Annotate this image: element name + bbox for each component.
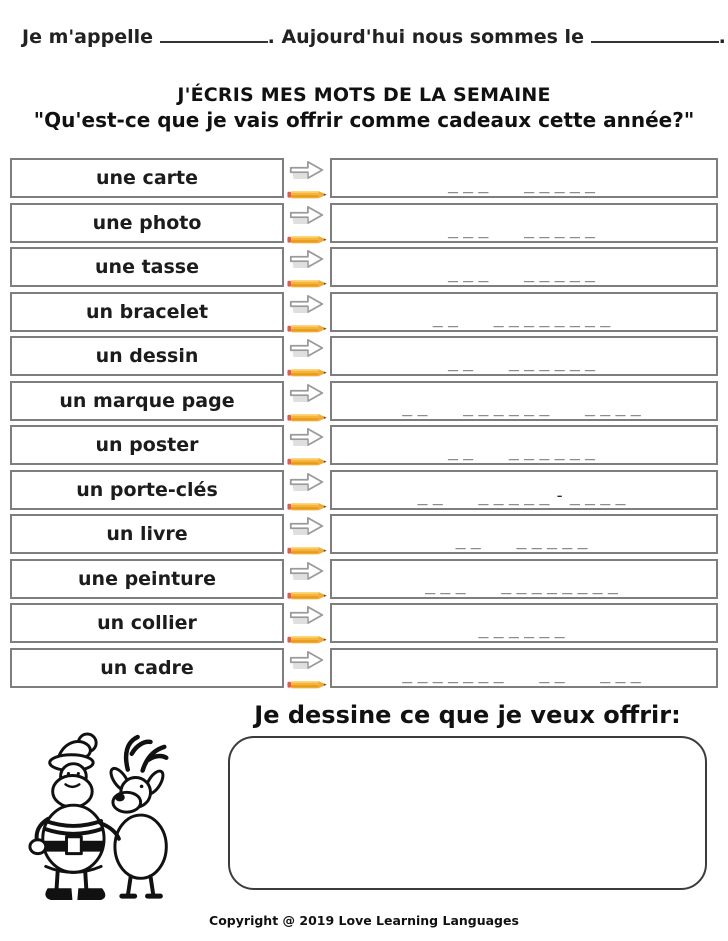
word-row [10,603,718,643]
answer-box[interactable] [330,559,718,599]
answer-blanks: ___ _____ [447,218,601,239]
pencil-icon [287,319,327,338]
word-box [10,381,284,421]
word-label: un poster [95,434,199,456]
pencil-icon [287,274,327,293]
name-blank-field[interactable] [160,28,268,43]
pencil-icon [287,675,327,694]
arrow-right-icon [289,471,325,497]
answer-box[interactable] [330,648,718,688]
word-box [10,559,284,599]
word-row [10,425,718,465]
row-icons [284,648,330,688]
arrow-right-icon [289,515,325,541]
word-row [10,158,718,198]
arrow-right-icon [289,204,325,230]
answer-blanks: __ ______ ____ [402,396,646,417]
arrow-right-icon [289,248,325,274]
word-box [10,514,284,554]
answer-blanks: ______ [478,619,570,639]
pencil-icon [287,586,327,605]
name-prompt-label: Je m'appelle [22,26,154,48]
answer-blanks: __ ______ [447,441,601,461]
pencil-icon [287,541,327,560]
row-icons [284,470,330,510]
word-label: un bracelet [85,300,209,323]
word-box [10,603,284,643]
word-row [10,292,718,332]
word-box [10,203,284,243]
pencil-icon [287,185,327,204]
pencil-icon [287,452,327,471]
arrow-right-icon [289,560,325,586]
answer-box[interactable] [330,247,718,287]
word-row [10,514,718,554]
row-icons [284,203,330,243]
answer-box[interactable] [330,470,718,510]
answer-blanks: _______ __ ___ [402,663,646,684]
pencil-icon [287,497,327,516]
word-label: une tasse [95,256,199,278]
row-icons [284,381,330,421]
draw-section-heading: Je dessine ce que je veux offrir: [254,701,681,729]
answer-blanks: ___ _____ [447,174,601,194]
answer-blanks: __ _____-____ [417,485,631,506]
arrow-right-icon [289,293,325,319]
page-title: J'ÉCRIS MES MOTS DE LA SEMAINE [177,84,551,106]
arrow-right-icon [289,649,325,675]
arrow-right-icon [289,382,325,408]
answer-box[interactable] [330,603,718,643]
answer-box[interactable] [330,158,718,198]
answer-box[interactable] [330,203,718,243]
pencil-icon [287,363,327,382]
pencil-icon [287,630,327,649]
copyright-line: Copyright @ 2019 Love Learning Languages [209,913,519,928]
word-rows [10,158,718,692]
word-box [10,158,284,198]
row-icons [284,336,330,376]
word-label: un livre [106,523,188,545]
word-row [10,648,718,688]
word-box [10,292,284,332]
word-box [10,425,284,465]
word-row [10,470,718,510]
word-label: une carte [96,167,198,189]
answer-box[interactable] [330,336,718,376]
answer-blanks: ___ ________ [424,574,624,595]
word-label: un dessin [95,345,199,367]
answer-box[interactable] [330,381,718,421]
word-box [10,470,284,510]
answer-box[interactable] [330,425,718,465]
row-icons [284,247,330,287]
word-row [10,247,718,287]
row-icons [284,514,330,554]
word-label: un porte-clés [76,478,218,501]
arrow-right-icon [289,426,325,452]
answer-blanks: __ _____ [455,530,593,550]
pencil-icon [287,408,327,427]
word-label: une photo [92,211,202,234]
word-label: un marque page [59,389,235,412]
answer-blanks: ___ _____ [447,263,601,283]
row-icons [284,292,330,332]
page-subtitle: "Qu'est-ce que je vais offrir comme cadeaux cette année?" [33,108,695,132]
word-label: un collier [97,612,197,634]
arrow-right-icon [289,337,325,363]
word-row [10,559,718,599]
date-blank-field[interactable] [591,28,719,43]
arrow-right-icon [289,159,325,185]
name-date-line [22,26,726,48]
word-row [10,203,718,243]
answer-blanks: __ ________ [432,307,616,328]
row-icons [284,425,330,465]
row-icons [284,158,330,198]
santa-reindeer-illustration [24,729,192,911]
pencil-icon [287,230,327,249]
word-label: un cadre [100,656,194,679]
word-row [10,336,718,376]
answer-blanks: __ ______ [447,352,601,372]
end-period: . [718,26,726,48]
row-icons [284,603,330,643]
word-label: une peinture [78,567,216,590]
date-prompt-label: . Aujourd'hui nous sommes le [267,26,584,48]
word-box [10,247,284,287]
answer-box[interactable] [330,514,718,554]
word-row [10,381,718,421]
word-box [10,336,284,376]
word-box [10,648,284,688]
row-icons [284,559,330,599]
drawing-box[interactable] [228,736,707,890]
answer-box[interactable] [330,292,718,332]
arrow-right-icon [289,604,325,630]
